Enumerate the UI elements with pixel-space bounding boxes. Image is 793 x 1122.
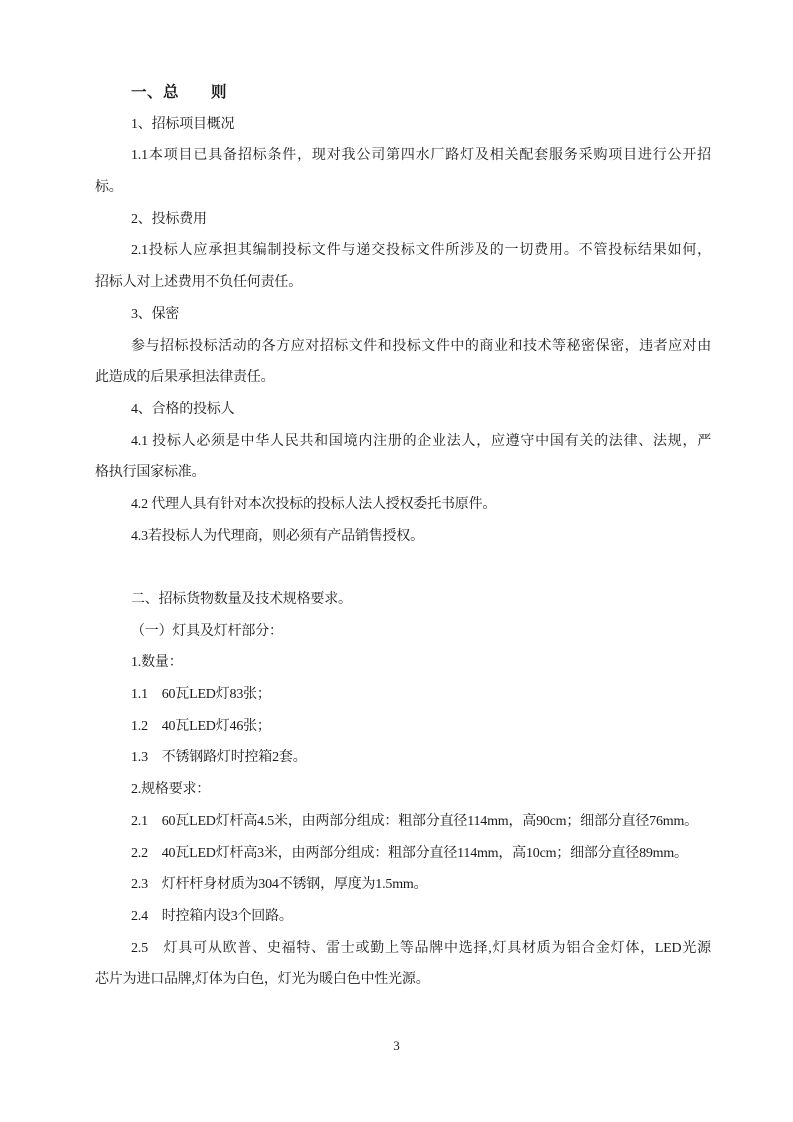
text-line: 格执行国家标准。: [95, 465, 206, 481]
text-line: 招标人对上述费用不负任何责任。: [95, 275, 302, 291]
text-line: 4.2 代理人具有针对本次投标的投标人法人授权委托书原件。: [131, 496, 497, 512]
text-line: 二、招标货物数量及技术规格要求。: [131, 592, 352, 607]
text-line: 1.数量：: [131, 655, 183, 671]
text-line: 4、合格的投标人: [131, 401, 235, 417]
text-line: 1、招标项目概况: [131, 116, 235, 132]
text-line: 参与招标投标活动的各方应对招标文件和投标文件中的商业和技术等秘密保密，违者应对由: [131, 338, 711, 354]
text-line: 2、投标费用: [131, 211, 207, 227]
text-line: 1.2 40瓦LED灯46张；: [131, 718, 271, 734]
text-line: 标。: [95, 180, 123, 196]
text-line: 4.1 投标人必须是中华人民共和国境内注册的企业法人，应遵守中国有关的法律、法规，严: [131, 433, 711, 449]
text-line: 2.2 40瓦LED灯杆高3米，由两部分组成：粗部分直径114mm，高10cm；细部分直径89mm。: [131, 845, 688, 861]
text-line: 2.规格要求：: [131, 782, 211, 798]
text-line: 3、保密: [131, 306, 180, 322]
text-line: 1.3 不锈钢路灯时控箱2套。: [131, 750, 307, 766]
text-line: 1.1 60瓦LED灯83张；: [131, 687, 271, 703]
text-line: 1.1本项目已具备招标条件，现对我公司第四水厂路灯及相关配套服务采购项目进行公开招: [131, 148, 711, 164]
page-number: 3: [393, 1038, 400, 1053]
text-line: 芯片为进口品牌,灯体为白色，灯光为暖白色中性光源。: [95, 972, 430, 988]
text-line: 2.1投标人应承担其编制投标文件与递交投标文件所涉及的一切费用。不管投标结果如何，: [131, 243, 711, 259]
text-line: （一）灯具及灯杆部分：: [131, 623, 283, 639]
text-line: 2.5 灯具可从欧普、史福特、雷士或勤上等品牌中选择,灯具材质为铝合金灯体，LED光源: [131, 940, 711, 956]
text-line: 2.4 时控箱内设3个回路。: [131, 908, 293, 924]
text-line: [95, 552, 711, 584]
section-heading: 一、总 则: [131, 84, 228, 101]
text-line: 4.3若投标人为代理商，则必须有产品销售授权。: [131, 528, 424, 544]
text-line: 此造成的后果承担法律责任。: [95, 370, 275, 386]
text-line: 2.3 灯杆杆身材质为304不锈钢，厚度为1.5mm。: [131, 877, 428, 893]
text-line: 2.1 60瓦LED灯杆高4.5米，由两部分组成：粗部分直径114mm，高90cm；细部分直径76mm。: [131, 813, 698, 829]
document-body: [95, 77, 711, 996]
